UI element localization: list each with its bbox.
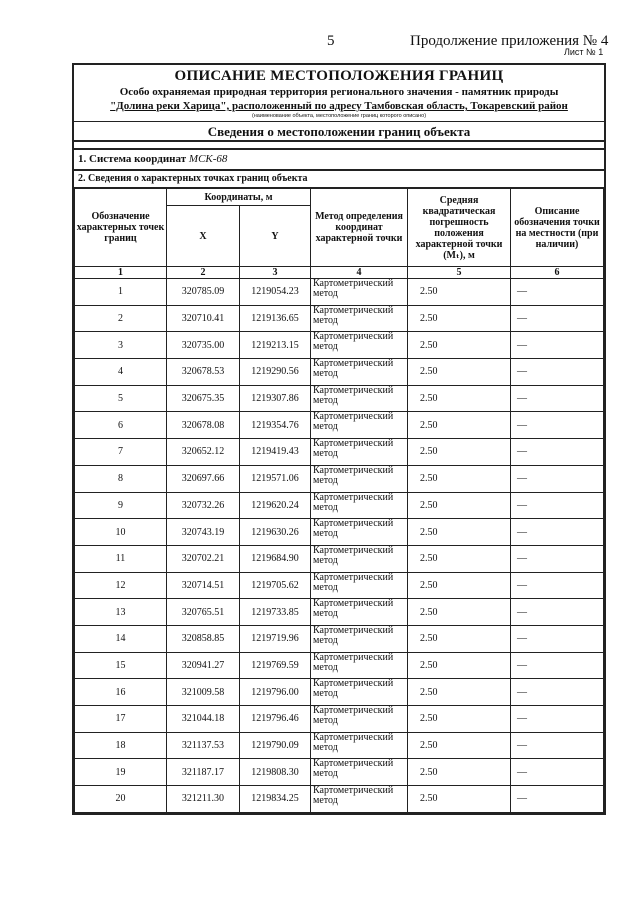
x-coord-cell: 320732.26: [167, 492, 240, 519]
method-cell: Картометрический метод: [311, 786, 408, 813]
points-title: 2. Сведения о характерных точках границ объекта: [74, 171, 604, 188]
method-cell: Картометрический метод: [311, 625, 408, 652]
description-cell: —: [511, 332, 604, 359]
section-title: Сведения о местоположении границ объекта: [74, 122, 604, 142]
accuracy-cell: 2.50: [408, 439, 511, 466]
accuracy-cell: 2.50: [408, 786, 511, 813]
x-coord-cell: 320941.27: [167, 652, 240, 679]
x-coord-cell: 320714.51: [167, 572, 240, 599]
accuracy-cell: 2.50: [408, 492, 511, 519]
point-id-cell: 19: [75, 759, 167, 786]
accuracy-cell: 2.50: [408, 279, 511, 306]
table-row: [75, 439, 604, 466]
table-row: [75, 786, 604, 813]
description-cell: —: [511, 732, 604, 759]
y-coord-cell: 1219769.59: [240, 652, 311, 679]
point-id-cell: 17: [75, 706, 167, 733]
y-coord-cell: 1219630.26: [240, 519, 311, 546]
table-row: [75, 465, 604, 492]
y-coord-cell: 1219834.25: [240, 786, 311, 813]
description-cell: —: [511, 439, 604, 466]
point-id-cell: 7: [75, 439, 167, 466]
x-coord-cell: 320858.85: [167, 625, 240, 652]
description-cell: —: [511, 679, 604, 706]
y-coord-cell: 1219136.65: [240, 305, 311, 332]
table-row: [75, 732, 604, 759]
description-cell: —: [511, 706, 604, 733]
method-cell: Картометрический метод: [311, 359, 408, 386]
continuation-label: Продолжение приложения № 4: [410, 33, 609, 49]
y-coord-cell: 1219213.15: [240, 332, 311, 359]
table-row: [75, 545, 604, 572]
y-coord-cell: 1219419.43: [240, 439, 311, 466]
accuracy-cell: 2.50: [408, 625, 511, 652]
sheet-label: Лист № 1: [564, 47, 604, 57]
object-name-line1: Особо охраняемая природная территория регионального значения - памятник природы: [119, 86, 559, 98]
y-coord-cell: 1219719.96: [240, 625, 311, 652]
point-id-cell: 1: [75, 279, 167, 306]
table-row: [75, 599, 604, 626]
point-id-cell: 5: [75, 385, 167, 412]
x-coord-cell: 320743.19: [167, 519, 240, 546]
x-coord-cell: 321211.30: [167, 786, 240, 813]
description-cell: —: [511, 492, 604, 519]
method-cell: Картометрический метод: [311, 385, 408, 412]
description-cell: —: [511, 279, 604, 306]
document-frame: [72, 63, 606, 815]
method-cell: Картометрический метод: [311, 599, 408, 626]
accuracy-cell: 2.50: [408, 599, 511, 626]
y-coord-cell: 1219290.56: [240, 359, 311, 386]
table-row: [75, 572, 604, 599]
y-coord-cell: 1219790.09: [240, 732, 311, 759]
accuracy-cell: 2.50: [408, 332, 511, 359]
spacer-row: [74, 142, 604, 150]
col-number: 2: [167, 267, 240, 279]
table-row: [75, 305, 604, 332]
method-cell: Картометрический метод: [311, 412, 408, 439]
method-cell: Картометрический метод: [311, 759, 408, 786]
accuracy-cell: 2.50: [408, 465, 511, 492]
description-cell: —: [511, 759, 604, 786]
y-coord-cell: 1219354.76: [240, 412, 311, 439]
table-row: [75, 385, 604, 412]
x-coord-cell: 321009.58: [167, 679, 240, 706]
x-coord-cell: 321187.17: [167, 759, 240, 786]
accuracy-cell: 2.50: [408, 706, 511, 733]
description-cell: —: [511, 465, 604, 492]
point-id-cell: 12: [75, 572, 167, 599]
table-row: [75, 652, 604, 679]
description-cell: —: [511, 786, 604, 813]
description-cell: —: [511, 412, 604, 439]
description-cell: —: [511, 545, 604, 572]
col-method-header: Метод определения координат характерной точки: [311, 189, 408, 267]
point-id-cell: 18: [75, 732, 167, 759]
y-coord-cell: 1219571.06: [240, 465, 311, 492]
y-coord-cell: 1219796.00: [240, 679, 311, 706]
accuracy-cell: 2.50: [408, 679, 511, 706]
x-coord-cell: 321137.53: [167, 732, 240, 759]
accuracy-cell: 2.50: [408, 732, 511, 759]
x-coord-cell: 320652.12: [167, 439, 240, 466]
accuracy-cell: 2.50: [408, 385, 511, 412]
method-cell: Картометрический метод: [311, 545, 408, 572]
point-id-cell: 16: [75, 679, 167, 706]
accuracy-cell: 2.50: [408, 519, 511, 546]
method-cell: Картометрический метод: [311, 279, 408, 306]
point-id-cell: 3: [75, 332, 167, 359]
y-coord-cell: 1219307.86: [240, 385, 311, 412]
y-coord-cell: 1219684.90: [240, 545, 311, 572]
description-cell: —: [511, 305, 604, 332]
col-x-header: X: [167, 206, 240, 267]
table-row: [75, 679, 604, 706]
y-coord-cell: 1219796.46: [240, 706, 311, 733]
method-cell: Картометрический метод: [311, 519, 408, 546]
point-id-cell: 10: [75, 519, 167, 546]
x-coord-cell: 320678.53: [167, 359, 240, 386]
method-cell: Картометрический метод: [311, 652, 408, 679]
x-coord-cell: 320697.66: [167, 465, 240, 492]
point-id-cell: 15: [75, 652, 167, 679]
x-coord-cell: 320678.08: [167, 412, 240, 439]
accuracy-cell: 2.50: [408, 572, 511, 599]
x-coord-cell: 320702.21: [167, 545, 240, 572]
coord-system-row: [74, 150, 604, 171]
page-number: 5: [327, 33, 335, 49]
method-cell: Картометрический метод: [311, 305, 408, 332]
col-number: 5: [408, 267, 511, 279]
table-row: [75, 706, 604, 733]
accuracy-cell: 2.50: [408, 359, 511, 386]
table-row: [75, 279, 604, 306]
coord-system-label: 1. Система координат: [78, 153, 187, 165]
accuracy-cell: 2.50: [408, 305, 511, 332]
table-row: [75, 519, 604, 546]
point-id-cell: 8: [75, 465, 167, 492]
table-row: [75, 332, 604, 359]
method-cell: Картометрический метод: [311, 465, 408, 492]
method-cell: Картометрический метод: [311, 492, 408, 519]
accuracy-cell: 2.50: [408, 759, 511, 786]
x-coord-cell: 321044.18: [167, 706, 240, 733]
x-coord-cell: 320785.09: [167, 279, 240, 306]
description-cell: —: [511, 519, 604, 546]
table-row: [75, 412, 604, 439]
table-row: [75, 359, 604, 386]
accuracy-cell: 2.50: [408, 412, 511, 439]
point-id-cell: 4: [75, 359, 167, 386]
coord-system-value: МСК-68: [188, 153, 228, 165]
y-coord-cell: 1219054.23: [240, 279, 311, 306]
accuracy-cell: 2.50: [408, 545, 511, 572]
point-id-cell: 2: [75, 305, 167, 332]
method-cell: Картометрический метод: [311, 679, 408, 706]
description-cell: —: [511, 625, 604, 652]
method-cell: Картометрический метод: [311, 332, 408, 359]
column-numbers-row: [75, 267, 604, 279]
title-block: [74, 65, 604, 122]
point-id-cell: 14: [75, 625, 167, 652]
x-coord-cell: 320710.41: [167, 305, 240, 332]
main-title: ОПИСАНИЕ МЕСТОПОЛОЖЕНИЯ ГРАНИЦ: [174, 68, 504, 84]
y-coord-cell: 1219620.24: [240, 492, 311, 519]
method-cell: Картометрический метод: [311, 572, 408, 599]
accuracy-cell: 2.50: [408, 652, 511, 679]
x-coord-cell: 320675.35: [167, 385, 240, 412]
point-id-cell: 6: [75, 412, 167, 439]
point-id-cell: 9: [75, 492, 167, 519]
x-coord-cell: 320765.51: [167, 599, 240, 626]
description-cell: —: [511, 652, 604, 679]
col-y-header: Y: [240, 206, 311, 267]
description-cell: —: [511, 572, 604, 599]
description-cell: —: [511, 385, 604, 412]
object-name-line2: "Долина реки Харица", расположенный по адресу Тамбовская область, Токаревский район: [110, 100, 568, 112]
points-table: [74, 188, 604, 813]
col-number: 1: [75, 267, 167, 279]
col-id-header: Обозначение характерных точек границ: [75, 189, 167, 267]
method-cell: Картометрический метод: [311, 732, 408, 759]
table-row: [75, 625, 604, 652]
object-caption: (наименование объекта, местоположение границ которого описано): [251, 113, 427, 119]
method-cell: Картометрический метод: [311, 439, 408, 466]
point-id-cell: 13: [75, 599, 167, 626]
points-table-body: [75, 279, 604, 813]
description-cell: —: [511, 359, 604, 386]
col-description-header: Описание обозначения точки на местности (при наличии): [511, 189, 604, 267]
x-coord-cell: 320735.00: [167, 332, 240, 359]
y-coord-cell: 1219733.85: [240, 599, 311, 626]
y-coord-cell: 1219705.62: [240, 572, 311, 599]
y-coord-cell: 1219808.30: [240, 759, 311, 786]
col-number: 6: [511, 267, 604, 279]
table-row: [75, 759, 604, 786]
col-coords-header: Координаты, м: [167, 189, 311, 206]
col-number: 3: [240, 267, 311, 279]
col-number: 4: [311, 267, 408, 279]
point-id-cell: 11: [75, 545, 167, 572]
point-id-cell: 20: [75, 786, 167, 813]
table-row: [75, 492, 604, 519]
method-cell: Картометрический метод: [311, 706, 408, 733]
col-accuracy-header: Средняя квадратическая погрешность положения характерной точки (Mₜ), м: [408, 189, 511, 267]
description-cell: —: [511, 599, 604, 626]
